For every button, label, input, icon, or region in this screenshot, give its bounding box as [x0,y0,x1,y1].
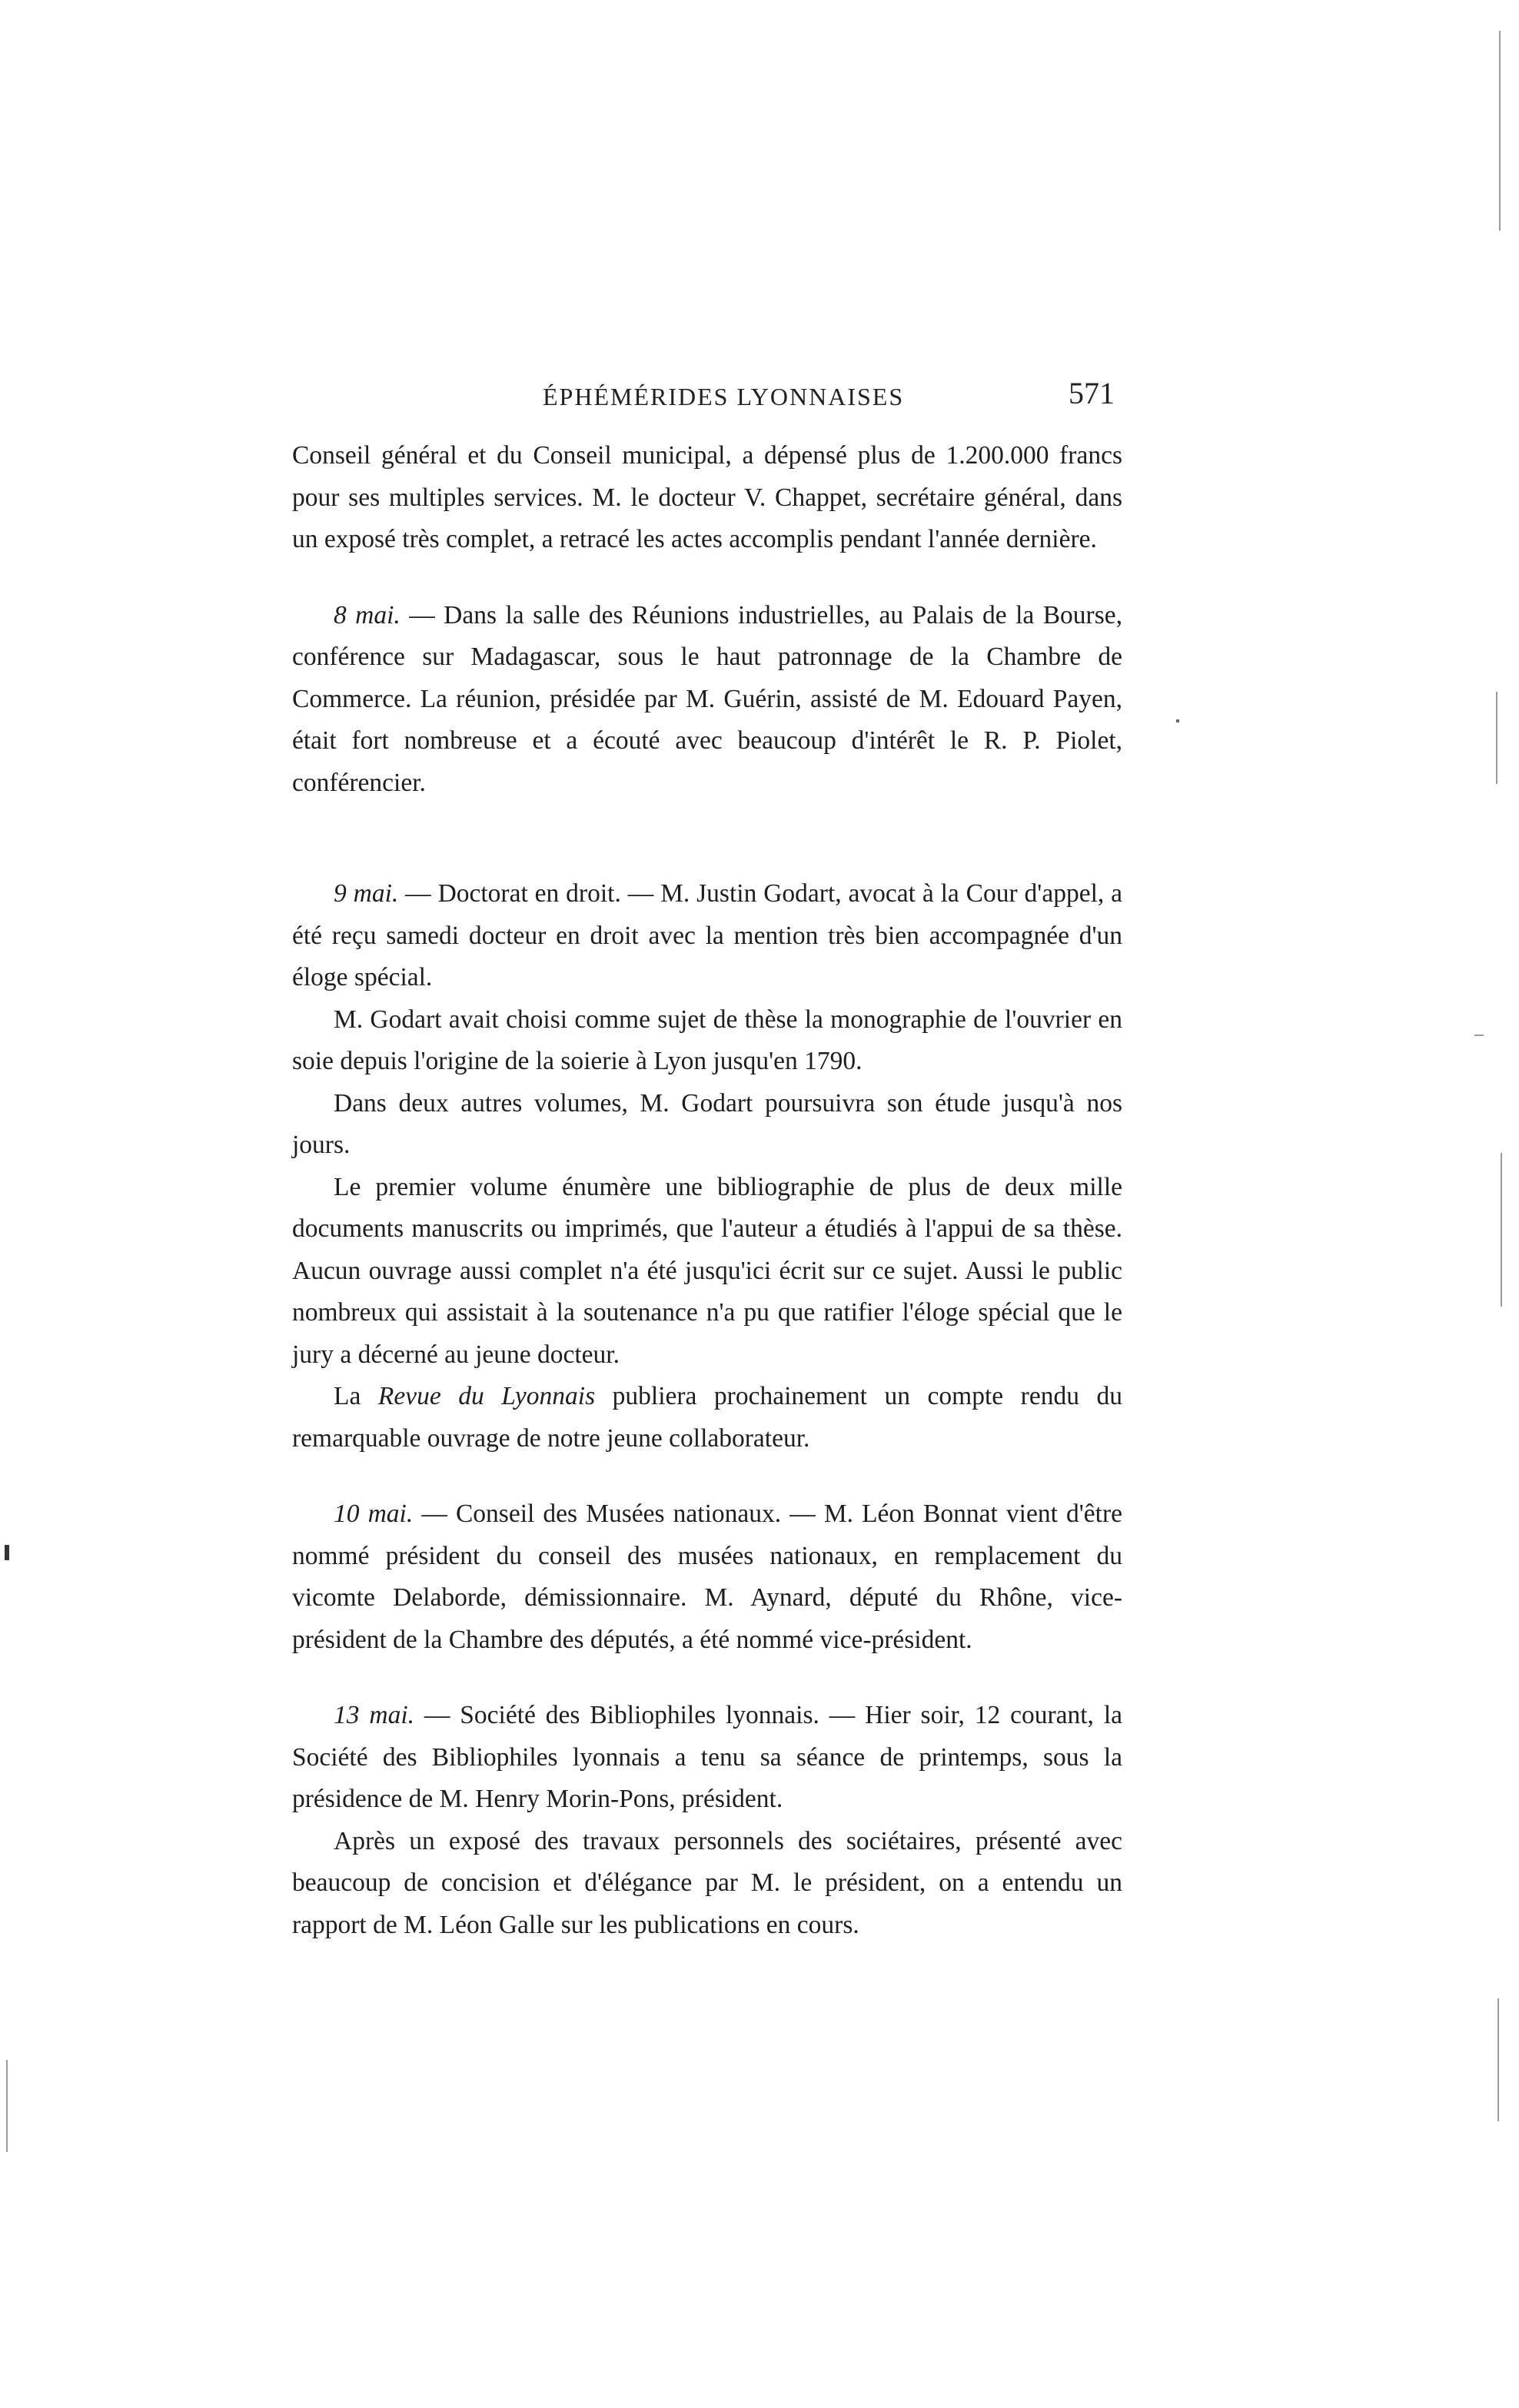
entry-10-mai [292,1493,1122,1661]
page-number: 571 [1069,376,1115,410]
scan-edge-mark [1496,692,1497,784]
page-body [292,435,1122,1946]
entry-date: 8 mai. [334,600,401,629]
scan-edge-mark [1501,1153,1502,1307]
scan-edge-mark [5,1545,9,1560]
entry-9-mai [292,873,1122,999]
scan-edge-mark [1474,1035,1484,1036]
entry-13-mai [292,1695,1122,1821]
journal-title: Revue du Lyonnais [377,1382,596,1410]
paragraph-continuation: Conseil général et du Conseil municipal, a dépensé plus de 1.200.000 francs pour ses multiples services. M. le docteur V. Chappet, secrétaire général, dans un exposé très complet, a retracé les actes accomplis pendant l'année dernière. [292,441,1122,553]
scan-edge-mark [6,2060,8,2152]
paragraph: Dans deux autres volumes, M. Godart poursuivra son étude jusqu'à nos jours. [292,1088,1122,1159]
entry-date: 9 mai. [334,879,399,908]
text-run: publiera prochainement un compte rendu du remarquable ouvrage de notre jeune collaborateur. [292,1382,1122,1453]
text-run: La [334,1382,378,1410]
entry-date: 10 mai. [334,1500,414,1528]
paragraph [292,1376,1122,1460]
paragraph: Le premier volume énumère une bibliographie de plus de deux mille documents manuscrits ou imprimés, que l'auteur a étudiés à l'appui de sa thèse. Aucun ouvrage aussi complet n'a été jusqu'ici écrit sur ce sujet. Aussi le public nombreux qui assistait à la soutenance n'a pu que ratifier l'éloge spécial que le jury a décerné au jeune docteur. [292,1172,1122,1369]
entry-text: — Dans la salle des Réunions industrielles, au Palais de la Bourse, conférence sur Madagascar, sous le haut patronnage de la Chambre de Commerce. La réunion, présidée par M. Guérin, assisté de M. Edouard Payen, était fort nombreuse et a écouté avec beaucoup d'intérêt le R. P. Piolet, conférencier. [292,600,1122,797]
entry-text: — Société des Bibliophiles lyonnais. — Hier soir, 12 courant, la Société des Bibliophiles lyonnais a tenu sa séance de printemps, sous la présidence de M. Henry Morin-Pons, président. [292,1701,1122,1813]
running-title: ÉPHÉMÉRIDES LYONNAISES [543,383,905,410]
paragraph: Après un exposé des travaux personnels des sociétaires, présenté avec beaucoup de concision et d'élégance par M. le président, on a entendu un rapport de M. Léon Galle sur les publications en cours. [292,1826,1122,1939]
scan-edge-mark [1499,31,1501,231]
paragraph: M. Godart avait choisi comme sujet de thèse la monographie de l'ouvrier en soie depuis l'origine de la soierie à Lyon jusqu'en 1790. [292,1005,1122,1075]
page-header [292,375,1122,421]
scan-edge-mark [1176,719,1179,722]
entry-date: 13 mai. [334,1701,415,1729]
entry-8-mai [292,595,1122,805]
scan-edge-mark [1497,1998,1499,2121]
entry-text: — Doctorat en droit. — M. Justin Godart, avocat à la Cour d'appel, a été reçu samedi docteur en droit avec la mention très bien accompagnée d'un éloge spécial. [292,879,1123,991]
entry-text: — Conseil des Musées nationaux. — M. Léon Bonnat vient d'être nommé président du conseil des musées nationaux, en remplacement du vicomte Delaborde, démissionnaire. M. Aynard, député du Rhône, vice-président de la Chambre des députés, a été nommé vice-président. [292,1500,1122,1654]
